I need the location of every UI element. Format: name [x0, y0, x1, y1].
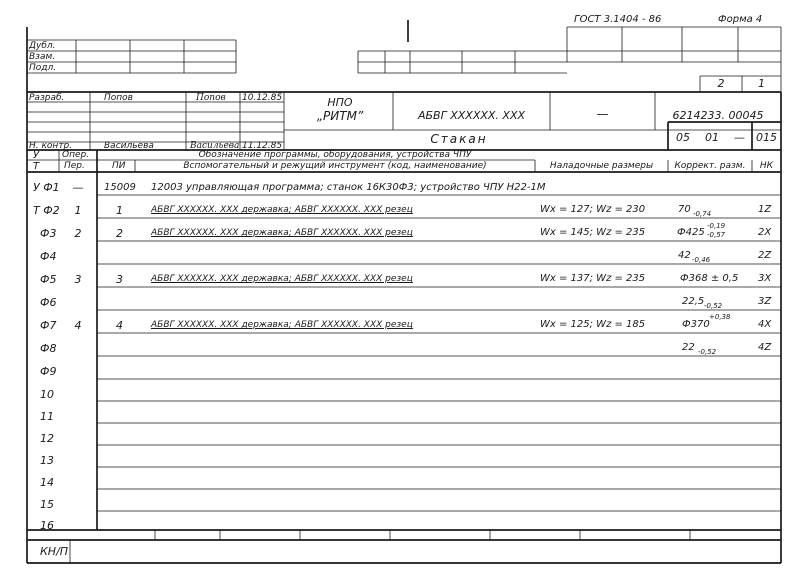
row-setup: Wх = 125; Wz = 185: [540, 319, 646, 330]
row-num: Ф6: [40, 296, 57, 309]
row-nk: 1Z: [758, 204, 772, 215]
col-correction: Коррект. разм.: [674, 161, 746, 171]
row-nk: 3X: [758, 273, 772, 284]
side-label-dubl: Дубл.: [29, 41, 56, 51]
row-pi: 2: [116, 227, 123, 240]
row-num: У Ф1: [33, 181, 60, 194]
row-tolerance-lower: -0,46: [692, 256, 711, 264]
col-program-title: Обозначение программы, оборудования, устройства ЧПУ: [198, 150, 472, 160]
sheets-total: 1: [758, 77, 765, 90]
row-pi: 4: [116, 319, 123, 332]
row-num: 16: [40, 519, 54, 532]
row-correction: 42: [678, 250, 691, 261]
row-tolerance-lower: -0,74: [693, 210, 712, 218]
row-nk: 4X: [758, 319, 772, 330]
normcontrol-name: Васильева: [104, 141, 154, 151]
row-correction: Ф370: [682, 319, 710, 330]
row-tolerance-upper: +0,38: [709, 313, 731, 321]
footer-label: КН/П: [40, 545, 69, 558]
row-num: 12: [40, 432, 54, 445]
row-per: 4: [74, 319, 82, 332]
developer-signature: Попов: [196, 93, 226, 103]
stamp-cell-3: —: [734, 131, 745, 144]
row-num: Ф4: [40, 250, 57, 263]
row-tolerance-lower: -0,52: [698, 348, 717, 356]
normcontrol-signature: Васильева: [190, 141, 240, 151]
row-num: 15: [40, 498, 54, 511]
row-correction: Ф368 ± 0,5: [680, 273, 739, 284]
row-tolerance-lower: -0,52: [704, 302, 723, 310]
col-tools-title: Вспомогательный и режущий инструмент (код, наименование): [183, 161, 487, 171]
row-setup: Wх = 127; Wz = 230: [540, 204, 646, 215]
row-per: 2: [74, 227, 82, 240]
row-correction: 70: [678, 204, 691, 215]
row-per: —: [72, 181, 84, 194]
col-oper: Опер.: [62, 150, 90, 160]
developer-date: 10.12.85: [242, 93, 283, 103]
document-code: АБВГ XXXXXX. XXX: [417, 109, 526, 122]
document-dash: —: [596, 107, 609, 121]
gost-label: ГОСТ 3.1404 - 86: [574, 14, 662, 25]
part-name: Стакан: [430, 132, 488, 146]
stamp-cell-4: 015: [756, 131, 777, 144]
row-correction: Ф425: [677, 227, 705, 238]
row-nk: 2X: [758, 227, 772, 238]
col-setup: Наладочные размеры: [549, 161, 654, 171]
row-setup: Wх = 137; Wz = 235: [540, 273, 646, 284]
row-pi: 1: [116, 204, 123, 217]
row-num: Ф3: [40, 227, 57, 240]
row-per: 3: [74, 273, 82, 286]
row-pi: 15009: [104, 182, 136, 193]
row-num: Ф7: [40, 319, 57, 332]
row-num: 10: [40, 388, 54, 401]
row-num: Т Ф2: [33, 204, 60, 217]
col-u: У: [33, 150, 40, 161]
developer-name: Попов: [104, 93, 133, 103]
role-normcontrol: Н. контр.: [29, 141, 73, 151]
row-nk: 3Z: [758, 296, 772, 307]
col-nk: НК: [759, 161, 774, 171]
org-line2: „РИТМ”: [316, 109, 364, 123]
col-pi: ПИ: [112, 161, 126, 171]
row-correction: 22,5: [682, 296, 705, 307]
row-text: АБВГ XXXXXX. XXX державка; АБВГ XXXXXX. XXX резец: [151, 274, 413, 284]
role-developer: Разраб.: [29, 93, 65, 103]
row-text: АБВГ XXXXXX. XXX державка; АБВГ XXXXXX. XXX резец: [151, 205, 413, 215]
col-per: Пер.: [64, 161, 85, 171]
side-label-vzam: Взам.: [29, 52, 56, 62]
row-correction: 22: [682, 342, 695, 353]
row-text: АБВГ XXXXXX. XXX державка; АБВГ XXXXXX. XXX резец: [151, 228, 413, 238]
row-setup: Wх = 145; Wz = 235: [540, 227, 646, 238]
form-label: Форма 4: [718, 14, 763, 25]
row-tolerance-lower: -0,57: [707, 231, 726, 239]
row-num: 11: [40, 410, 54, 423]
row-num: Ф9: [40, 365, 57, 378]
row-tolerance-upper: -0,19: [707, 222, 726, 230]
stamp-cell-1: 05: [676, 131, 690, 144]
org-line1: НПО: [327, 96, 353, 109]
row-num: 13: [40, 454, 54, 467]
side-label-podl: Подл.: [29, 63, 57, 73]
row-text: 12003 управляющая программа; станок 16К30Ф3; устройство ЧПУ Н22-1М: [151, 182, 546, 193]
normcontrol-date: 11.12.85: [242, 141, 283, 151]
row-text: АБВГ XXXXXX. XXX державка; АБВГ XXXXXX. XXX резец: [151, 320, 413, 330]
stamp-cell-2: 01: [705, 131, 719, 144]
sheet-number: 2: [717, 77, 725, 90]
col-t: Т: [33, 161, 40, 172]
row-nk: 4Z: [758, 342, 772, 353]
part-code: 6214233. 00045: [672, 109, 764, 122]
row-num: 14: [40, 476, 54, 489]
row-nk: 2Z: [758, 250, 772, 261]
row-pi: 3: [116, 273, 123, 286]
row-num: Ф5: [40, 273, 57, 286]
row-per: 1: [74, 204, 82, 217]
row-num: Ф8: [40, 342, 57, 355]
